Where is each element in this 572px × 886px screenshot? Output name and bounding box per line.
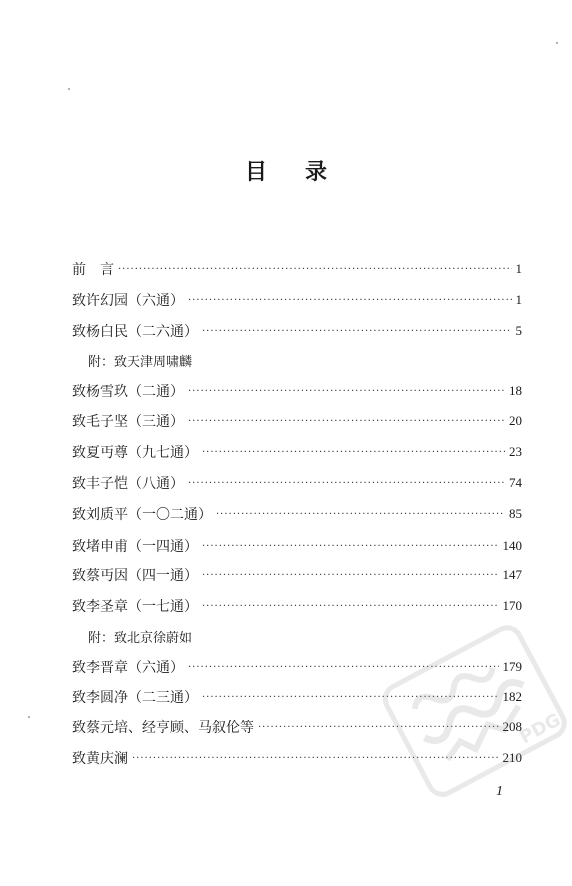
toc-entry-page: 1 [515, 292, 522, 307]
toc-entry-page: 5 [515, 323, 522, 338]
toc-entry[interactable] [72, 472, 522, 494]
toc-entry-label: 前 言 [72, 262, 114, 278]
page-title [0, 155, 572, 186]
toc-entry[interactable] [72, 535, 522, 557]
leader-dots [202, 602, 499, 612]
toc-entry-label: 致刘质平（一〇二通） [72, 507, 212, 523]
toc-entry-label: 致许幻园（六通） [72, 293, 184, 309]
toc-entry-label: 致黄庆澜 [72, 751, 128, 767]
appendix-note: 附：致北京徐蔚如 [88, 630, 193, 646]
toc-entry-page: 23 [509, 444, 522, 459]
toc-entry-page: 208 [502, 719, 522, 734]
toc-entry[interactable] [72, 258, 522, 280]
toc-entry-page: 182 [502, 689, 522, 704]
toc-entry-page: 179 [502, 659, 522, 674]
toc-entry-page: 18 [509, 383, 522, 398]
toc-entry-page: 85 [509, 506, 522, 521]
toc-entry-label: 致杨白民（二六通） [72, 324, 198, 340]
toc-entry-page: 140 [502, 538, 522, 553]
toc-entry[interactable] [72, 564, 522, 586]
leader-dots [188, 479, 505, 489]
toc-entry[interactable] [72, 441, 522, 463]
watermark-text: PDG [516, 709, 565, 749]
toc-entry-page: 74 [509, 475, 522, 490]
toc-entry[interactable] [72, 289, 522, 311]
leader-dots [188, 296, 512, 306]
scan-speck [68, 88, 70, 90]
page-number: 1 [496, 784, 503, 799]
toc-entry-page: 170 [502, 598, 522, 613]
toc-entry[interactable] [72, 380, 522, 402]
toc-entry-page: 1 [515, 261, 522, 276]
toc-entry[interactable] [72, 320, 522, 342]
stamp-mark [380, 623, 568, 799]
leader-dots [188, 417, 505, 427]
toc-entry-page: 210 [502, 750, 522, 765]
toc-entry-label: 致蔡丏因（四一通） [72, 568, 198, 584]
toc-entry-label: 致蔡元培、经亨顾、马叙伦等 [72, 720, 254, 736]
library-stamp-watermark [378, 612, 568, 812]
toc-entry-label: 致李圆净（二三通） [72, 690, 198, 706]
toc-entry-label: 致毛子坚（三通） [72, 414, 184, 430]
toc-entry-page: 20 [509, 413, 522, 428]
leader-dots [118, 265, 512, 275]
toc-entry-label: 致堵申甫（一四通） [72, 539, 198, 555]
leader-dots [202, 571, 499, 581]
toc-entry-label: 致夏丏尊（九七通） [72, 445, 198, 461]
toc-entry-label: 致李圣章（一七通） [72, 599, 198, 615]
leader-dots [202, 542, 499, 552]
toc-entry[interactable] [72, 410, 522, 432]
toc-entry-label: 致丰子恺（八通） [72, 476, 184, 492]
toc-entry-page: 147 [502, 567, 522, 582]
leader-dots [188, 387, 505, 397]
title-char-2: 录 [305, 159, 328, 185]
leader-dots [202, 448, 505, 458]
scan-speck [556, 42, 558, 44]
toc-entry-label: 致杨雪玖（二通） [72, 384, 184, 400]
appendix-note: 附：致天津周啸麟 [88, 354, 193, 370]
toc-entry-label: 致李晋章（六通） [72, 660, 184, 676]
leader-dots [202, 327, 512, 337]
scan-speck [28, 716, 30, 718]
title-char-1: 目 [244, 159, 267, 185]
toc-entry[interactable] [72, 503, 522, 525]
leader-dots [216, 510, 505, 520]
